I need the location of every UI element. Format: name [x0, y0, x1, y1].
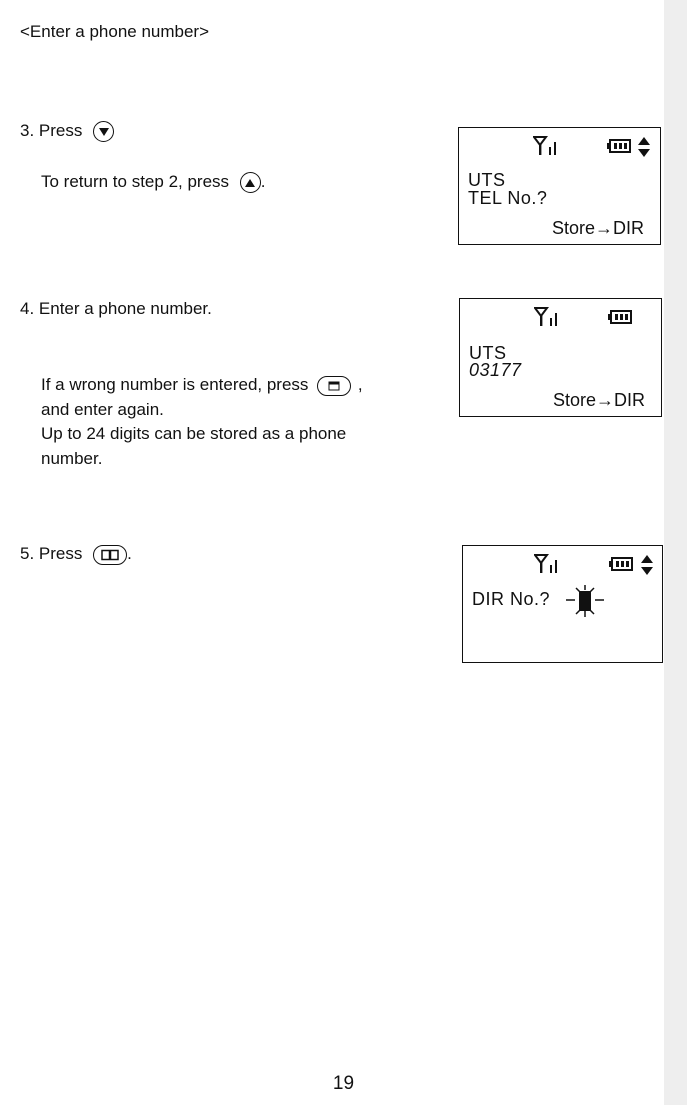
- step-5-end: .: [127, 544, 132, 563]
- display-screen-number-entered: [459, 298, 662, 417]
- battery-icon: [608, 557, 634, 571]
- step-4-instruction: 4. Enter a phone number.: [20, 299, 212, 318]
- step-3-note: [41, 170, 266, 194]
- step-4-note-line-1: [41, 373, 363, 397]
- display-screen-dir-prompt: [462, 545, 663, 663]
- phonebook-key-icon: [93, 545, 127, 565]
- step-4-note-line-1-end: ,: [357, 375, 363, 394]
- step-4-note-line-2: and enter again.: [41, 400, 164, 419]
- display-line-2: TEL No.?: [468, 188, 548, 208]
- display-line-1: UTS: [468, 170, 506, 190]
- blinking-cursor-icon: [565, 584, 607, 618]
- down-arrow-key-icon: [93, 121, 114, 142]
- step-3-note-text: To return to step 2, press: [41, 172, 230, 191]
- signal-strength-icon: [533, 136, 563, 156]
- display-softkey-label: Store→DIR: [552, 390, 645, 410]
- step-5-text: 5. Press: [20, 544, 83, 563]
- scroll-up-down-icon: [637, 136, 651, 158]
- signal-strength-icon: [534, 554, 564, 574]
- display-line-1: UTS: [469, 343, 507, 363]
- step-3-note-end: .: [260, 172, 266, 191]
- battery-icon: [607, 310, 633, 324]
- signal-strength-icon: [534, 307, 564, 327]
- display-softkey-label: Store→DIR: [551, 218, 644, 238]
- display-line-1: DIR No.?: [472, 589, 551, 609]
- page-number: 19: [332, 1073, 355, 1094]
- step-4-note-line-3: Up to 24 digits can be stored as a phone: [41, 424, 347, 443]
- display-screen-tel-prompt: [458, 127, 661, 245]
- display-line-2: 03177: [469, 360, 522, 380]
- step-4-note-line-1-text: If a wrong number is entered, press: [41, 375, 309, 394]
- step-3-instruction: [20, 119, 114, 143]
- step-5-instruction: [20, 542, 132, 566]
- step-4-note-line-4: number.: [41, 449, 103, 468]
- step-3-text: 3. Press: [20, 121, 83, 140]
- page-edge-strip: [664, 0, 687, 1105]
- section-heading: <Enter a phone number>: [20, 22, 210, 41]
- battery-icon: [606, 139, 632, 153]
- clear-key-icon: [317, 376, 351, 396]
- scroll-up-down-icon: [640, 554, 654, 576]
- up-arrow-key-icon: [240, 172, 261, 193]
